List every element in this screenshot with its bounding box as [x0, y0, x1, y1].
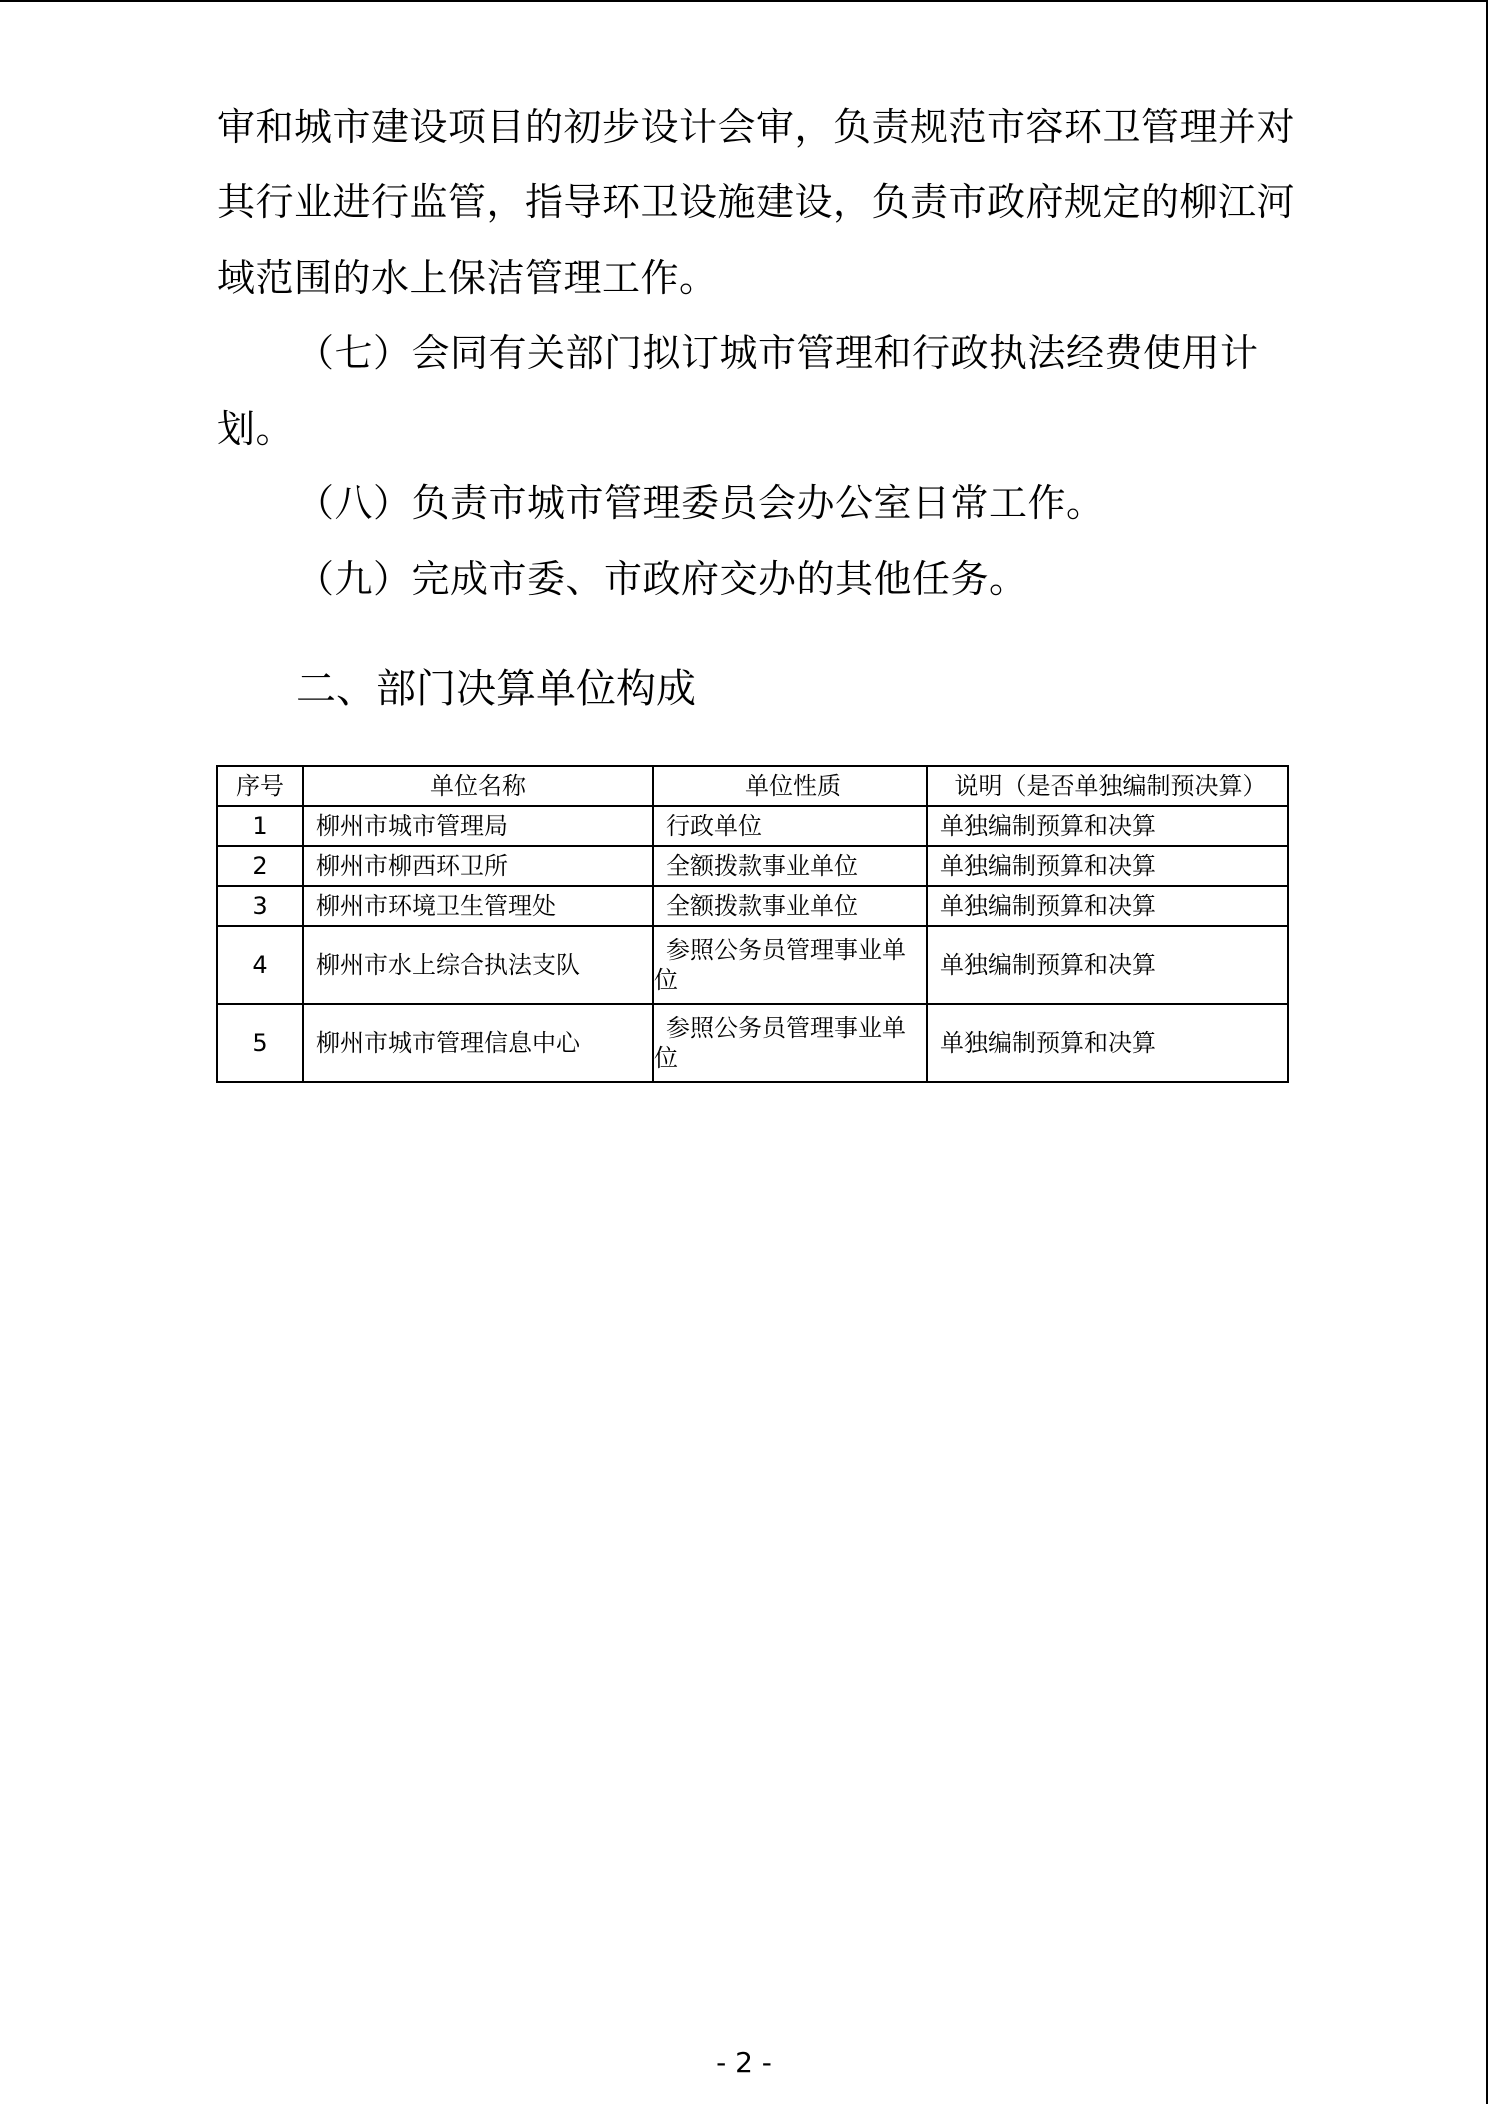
- row-index: 1: [217, 806, 303, 846]
- row-unit-nature: 行政单位: [653, 806, 927, 846]
- header-index: 序号: [217, 766, 303, 806]
- row-unit-name: 柳州市城市管理局: [303, 806, 653, 846]
- row-unit-nature: [653, 1004, 927, 1082]
- row-index: 5: [217, 1004, 303, 1082]
- row-note: 单独编制预算和决算: [927, 1004, 1288, 1082]
- table-row: [217, 886, 1288, 926]
- body-text-line: 审和城市建设项目的初步设计会审，负责规范市容环卫管理并对: [217, 105, 1296, 149]
- row-index: 4: [217, 926, 303, 1004]
- body-text-line: 域范围的水上保洁管理工作。: [217, 256, 718, 300]
- table-row: [217, 1004, 1288, 1082]
- table-row: [217, 926, 1288, 1004]
- row-unit-nature: 全额拨款事业单位: [653, 886, 927, 926]
- row-unit-nature-line: 参照公务员管理事业单: [666, 936, 906, 964]
- table-header-row: [217, 766, 1288, 806]
- body-text-line: （七）会同有关部门拟订城市管理和行政执法经费使用计: [296, 331, 1259, 375]
- row-unit-nature: 全额拨款事业单位: [653, 846, 927, 886]
- header-note: 说明（是否单独编制预决算）: [927, 766, 1288, 806]
- page-border-top: [0, 0, 1488, 2]
- row-unit-nature-line: 参照公务员管理事业单: [666, 1014, 906, 1042]
- body-text-line: （八）负责市城市管理委员会办公室日常工作。: [296, 481, 1105, 525]
- row-unit-nature-line: 位: [654, 966, 678, 994]
- row-index: 2: [217, 846, 303, 886]
- table-row: [217, 846, 1288, 886]
- header-unit-nature: 单位性质: [653, 766, 927, 806]
- row-unit-name: 柳州市环境卫生管理处: [303, 886, 653, 926]
- row-unit-name: 柳州市城市管理信息中心: [303, 1004, 653, 1082]
- row-unit-nature: [653, 926, 927, 1004]
- row-unit-nature-line: 位: [654, 1044, 678, 1072]
- row-note: 单独编制预算和决算: [927, 806, 1288, 846]
- unit-composition-table: [216, 765, 1289, 1083]
- row-note: 单独编制预算和决算: [927, 886, 1288, 926]
- header-unit-name: 单位名称: [303, 766, 653, 806]
- page-number: - 2 -: [716, 2046, 772, 2079]
- body-text-line: （九）完成市委、市政府交办的其他任务。: [296, 557, 1028, 601]
- row-note: 单独编制预算和决算: [927, 926, 1288, 1004]
- row-index: 3: [217, 886, 303, 926]
- section-heading: 二、部门决算单位构成: [296, 666, 696, 712]
- row-unit-name: 柳州市水上综合执法支队: [303, 926, 653, 1004]
- body-text-line: 划。: [217, 407, 295, 451]
- row-note: 单独编制预算和决算: [927, 846, 1288, 886]
- body-text-line: 其行业进行监管，指导环卫设施建设，负责市政府规定的柳江河: [217, 180, 1296, 224]
- row-unit-name: 柳州市柳西环卫所: [303, 846, 653, 886]
- table-row: [217, 806, 1288, 846]
